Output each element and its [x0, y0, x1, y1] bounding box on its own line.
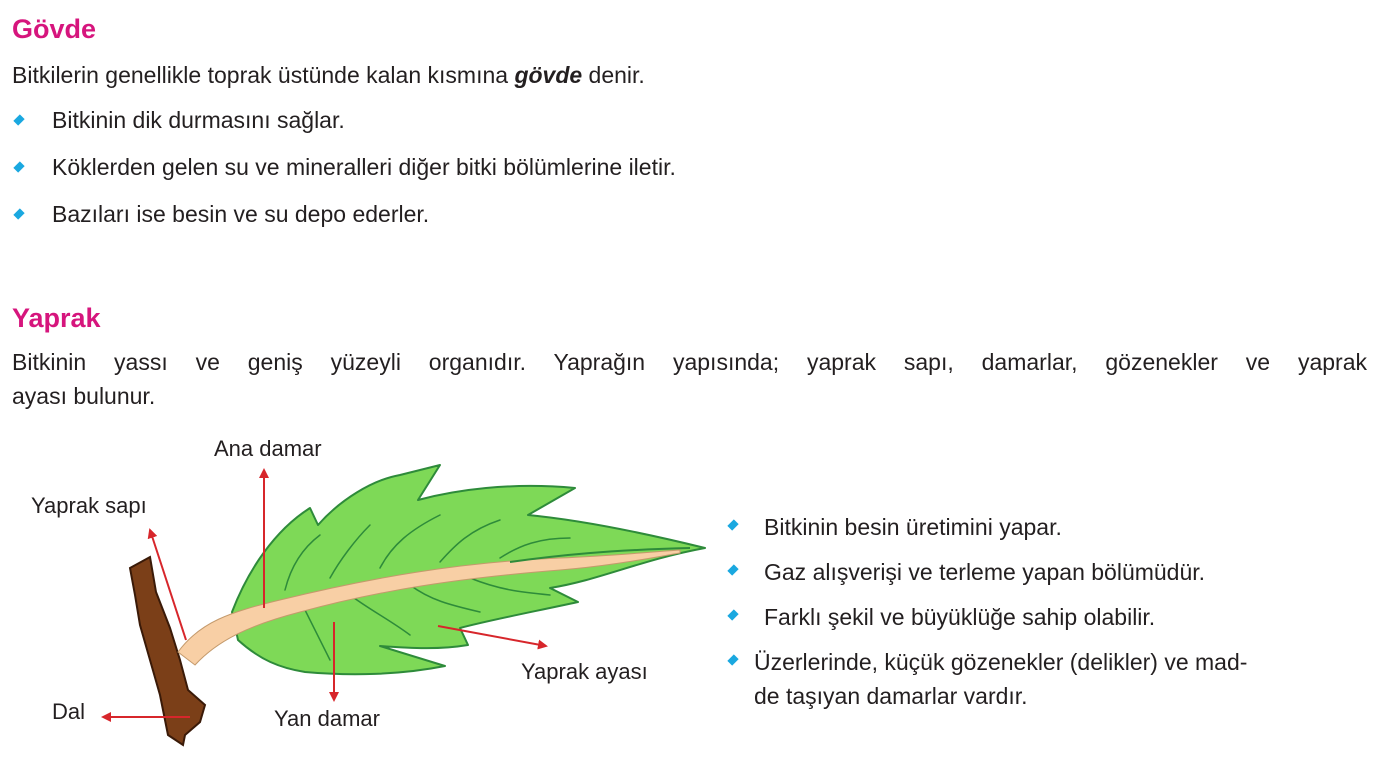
- list-item-text: Köklerden gelen su ve mineralleri diğer bitki bölümlerine iletir.: [52, 154, 676, 180]
- list-item-text: Bitkinin besin üretimini yapar.: [764, 514, 1062, 540]
- list-item-text: Gaz alışverişi ve terleme yapan bölümüdür.: [764, 559, 1206, 585]
- list-item-text-continued: de taşıyan damarlar vardır.: [754, 683, 1028, 709]
- yaprak-bullet-list: [724, 510, 1247, 713]
- list-item: [12, 107, 676, 154]
- bullet-diamond-icon: [13, 114, 24, 125]
- bullet-diamond-icon: [727, 564, 738, 575]
- bullet-diamond-icon: [13, 161, 24, 172]
- govde-intro-end: denir.: [582, 62, 645, 88]
- bullet-diamond-icon: [727, 609, 738, 620]
- list-item: [724, 555, 1247, 589]
- bullet-diamond-icon: [727, 519, 738, 530]
- list-item: [724, 600, 1247, 634]
- yaprak-intro-line1: Bitkinin yassı ve geniş yüzeyli organıdır. Yaprağın yapısında; yaprak sapı, damarlar, gözenekler ve yaprak: [12, 349, 1367, 375]
- bullet-diamond-icon: [13, 208, 24, 219]
- list-item-text: Üzerlerinde, küçük gözenekler (delikler) ve mad-: [754, 649, 1248, 675]
- list-item-text: Farklı şekil ve büyüklüğe sahip olabilir.: [764, 604, 1156, 630]
- govde-bullet-list: [12, 107, 676, 228]
- bullet-diamond-icon: [727, 654, 738, 665]
- list-item: [724, 510, 1247, 544]
- yaprak-intro-line2: ayası bulunur.: [12, 383, 156, 409]
- label-yan-damar: Yan damar: [274, 706, 380, 731]
- list-item-text: Bazıları ise besin ve su depo ederler.: [52, 201, 430, 227]
- section-title-govde: Gövde: [12, 14, 97, 44]
- label-ana-damar: Ana damar: [214, 436, 322, 461]
- list-item: [12, 154, 676, 201]
- list-item: [12, 201, 676, 228]
- list-item: [724, 645, 1247, 713]
- govde-intro-emphasis: gövde: [514, 62, 583, 88]
- govde-intro: [12, 58, 645, 92]
- govde-intro-text: Bitkilerin genellikle toprak üstünde kalan kısmına: [12, 62, 515, 88]
- list-item-text: Bitkinin dik durmasını sağlar.: [52, 107, 345, 133]
- label-dal: Dal: [52, 699, 86, 724]
- label-yaprak-ayasi: Yaprak ayası: [521, 659, 648, 684]
- label-yaprak-sapi: Yaprak sapı: [31, 493, 147, 518]
- section-title-yaprak: Yaprak: [12, 303, 101, 333]
